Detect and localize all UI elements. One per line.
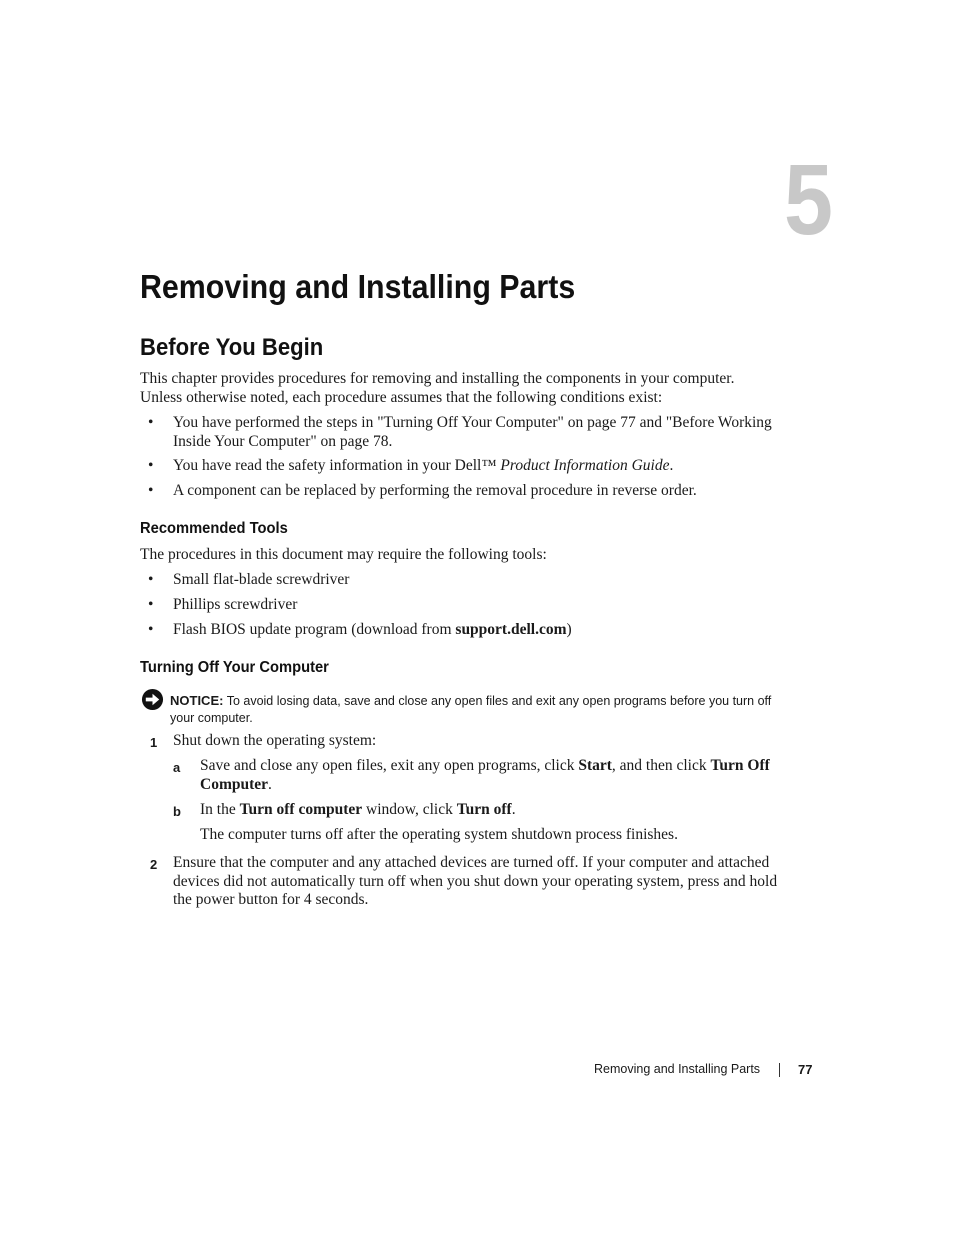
list-item-text: Flash BIOS update program (download from bbox=[173, 621, 456, 638]
substep-text-part: Save and close any open files, exit any open programs, click bbox=[200, 757, 579, 774]
bullet-dot: • bbox=[148, 596, 154, 613]
step-text: Ensure that the computer and any attached devices are turned off. If your computer and attached devices did not automatically turn off when you shut down your operating system, press and hold the power button for 4 seconds. bbox=[173, 854, 778, 908]
chapter-title: Removing and Installing Parts bbox=[140, 268, 576, 305]
tools-intro: The procedures in this document may require the following tools: bbox=[140, 546, 547, 563]
substep-label: b bbox=[173, 804, 181, 819]
list-item bbox=[173, 457, 793, 476]
list-item-text: . bbox=[669, 457, 674, 474]
list-item-text: ) bbox=[566, 621, 572, 638]
list-item: You have performed the steps in "Turning Off Your Computer" on page 77 and "Before Working Inside Your Computer" on page 78. bbox=[173, 414, 772, 450]
bullet-dot: • bbox=[148, 571, 154, 588]
window-name-label: Turn off computer bbox=[239, 801, 363, 818]
page-number: 77 bbox=[798, 1062, 813, 1077]
turn-off-computer-label: Turn Off Computer bbox=[200, 757, 770, 793]
bullet-dot: • bbox=[148, 482, 154, 499]
substep-text-part: . bbox=[268, 775, 272, 793]
section-intro: This chapter provides procedures for removing and installing the components in your computer. Unless otherwise noted, each procedure assumes that the following conditions exist: bbox=[140, 370, 735, 406]
bullet-dot: • bbox=[148, 621, 154, 638]
guide-title: Product Information Guide bbox=[500, 457, 670, 474]
substep-text-part: In the bbox=[200, 801, 240, 818]
substep-label: a bbox=[173, 760, 181, 775]
start-menu-label: Start bbox=[578, 757, 612, 774]
list-item: Phillips screwdriver bbox=[173, 596, 298, 613]
turn-off-button-label: Turn off bbox=[456, 801, 512, 818]
tools-heading: Recommended Tools bbox=[140, 520, 288, 537]
bullet-dot: • bbox=[148, 457, 154, 474]
notice-text bbox=[170, 692, 790, 727]
substep-text-part: . bbox=[511, 801, 516, 818]
step-number: 2 bbox=[150, 857, 158, 872]
substep-text bbox=[200, 757, 770, 794]
list-item-text: You have read the safety information in your Dell™ bbox=[173, 457, 501, 474]
list-item: Small flat-blade screwdriver bbox=[173, 571, 350, 588]
chapter-number: 5 bbox=[784, 144, 832, 256]
list-item: A component can be replaced by performing the removal procedure in reverse order. bbox=[173, 482, 697, 499]
step-number: 1 bbox=[150, 735, 158, 750]
support-link[interactable]: support.dell.com bbox=[455, 621, 567, 638]
notice-arrow-icon bbox=[141, 688, 164, 711]
substep-note: The computer turns off after the operating system shutdown process finishes. bbox=[200, 826, 678, 843]
bullet-dot: • bbox=[148, 414, 154, 431]
notice-label: NOTICE: bbox=[170, 693, 224, 708]
notice-body: To avoid losing data, save and close any open files and exit any open programs before you turn off your computer. bbox=[170, 694, 772, 725]
step-text: Shut down the operating system: bbox=[173, 732, 377, 749]
footer-divider bbox=[779, 1063, 780, 1077]
list-item bbox=[173, 621, 793, 640]
footer-chapter-title: Removing and Installing Parts bbox=[594, 1062, 761, 1076]
substep-text bbox=[200, 801, 780, 820]
substep-text-part: window, click bbox=[362, 801, 457, 818]
turnoff-heading: Turning Off Your Computer bbox=[140, 659, 329, 676]
section-title: Before You Begin bbox=[140, 334, 324, 361]
substep-text-part: , and then click bbox=[611, 757, 711, 774]
